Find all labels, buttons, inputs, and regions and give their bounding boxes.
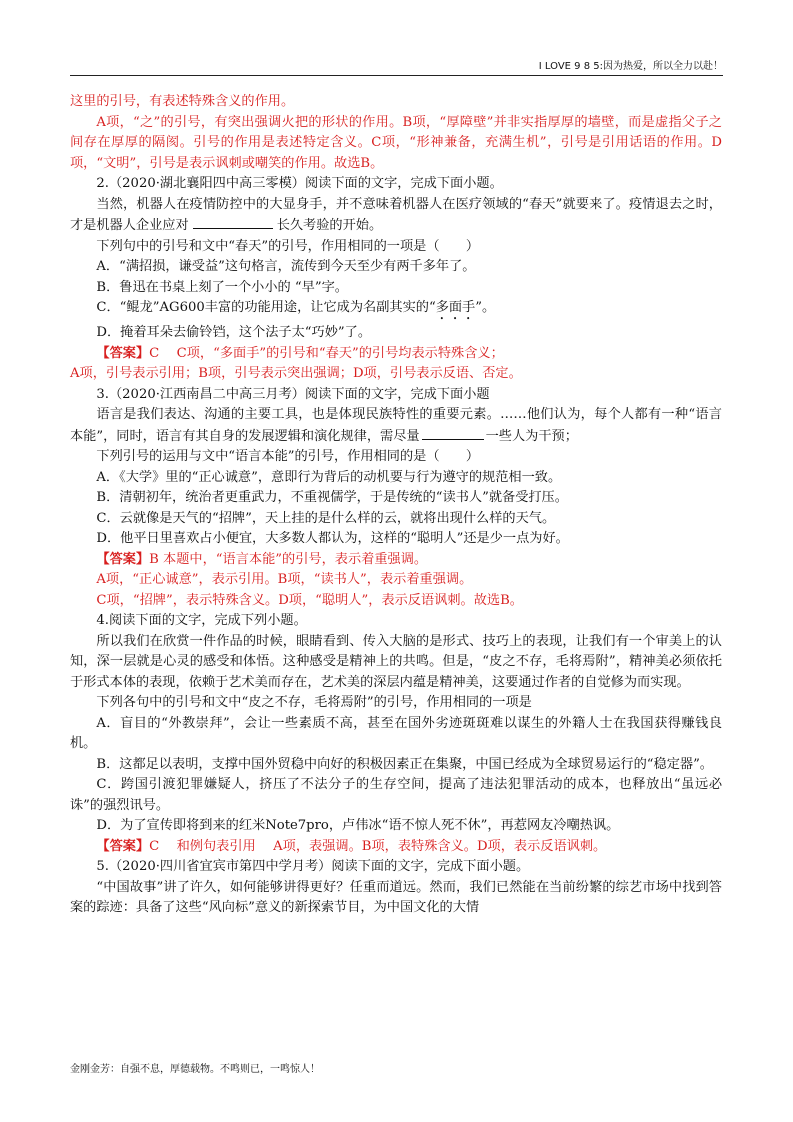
q4-question: 下列各句中的引号和文中“皮之不存，毛将焉附”的引号，作用相同的一项是 (96, 695, 532, 710)
q3-answer-detail-1: A项，“正心诚意”，表示引用。B项，“读书人”，表示着重强调。 (96, 572, 473, 587)
answer-tag: 【答案】 (96, 838, 150, 854)
q5-stem: 5.（2020·四川省宜宾市第四中学月考）阅读下面的文字，完成下面小题。 (96, 859, 530, 874)
q2-emphasized-word: 多面手 (435, 300, 476, 315)
q2-answer: 【答案】C C项，“多面手”的引号和“春天”的引号均表示特殊含义； (96, 345, 504, 361)
q3-fill-blank (422, 426, 484, 440)
q2-fill-blank (193, 215, 273, 229)
q2-stem: 2.（2020·湖北襄阳四中高三零模）阅读下面的文字，完成下面小题。 (96, 176, 503, 191)
q2-question: 下列句中的引号和文中“春天”的引号，作用相同的一项是（ ） (96, 238, 480, 254)
q3-option-a: A．《大学》里的“正心诚意”，意即行为背后的动机要与行为遵守的规范相一致。 (96, 469, 562, 485)
q4-option-b: B．这都足以表明，支撑中国外贸稳中向好的积极因素正在集聚，中国已经成为全球贸易运行的“稳定器”。 (96, 756, 713, 772)
q3-passage: 语言是我们表达、沟通的主要工具，也是体现民族特性的重要元素。……他们认为，每个人都有一种“语言本能”，同时，语言有其自身的发展逻辑和演化规律，需尽量 一些人为干预； (70, 407, 722, 444)
q4-answer: 【答案】C 和例句表引用 A项，表强调。B项，表特殊含义。D项，表示反语讽刺。 (96, 838, 607, 854)
q4-option-d: D．为了宣传即将到来的红米Note7pro，卢伟冰“语不惊人死不休”，再惹网友冷嘲热讽。 (96, 818, 620, 833)
answer-tag: 【答案】 (96, 551, 150, 567)
q2-option-c: C．“鲲龙”AG600丰富的功能用途，让它成为名副其实的“多面手”。 (96, 300, 496, 315)
q4-option-a: A．盲目的“外教崇拜”，会让一些素质不高，甚至在国外劣迹斑斑难以谋生的外籍人士在我国获得赚钱良机。 (70, 715, 722, 751)
page-footer: 金刚金芳：自强不息，厚德载物。不鸣则已，一鸣惊人！ (70, 1064, 320, 1075)
q3-option-b: B．清朝初年，统治者更重武力，不重视儒学，于是传统的“读书人”就备受打压。 (96, 490, 568, 505)
q3-answer-detail-2: C项，“招牌”，表示特殊含义。D项，“聪明人”，表示反语讽刺。故选B。 (96, 592, 523, 608)
q2-option-a: A．“满招损，谦受益”这句格言，流传到今天至少有两千多年了。 (96, 259, 476, 274)
answer-tag: 【答案】 (96, 345, 150, 361)
q4-passage: 所以我们在欣赏一件作品的时候，眼睛看到、传入大脑的是形式、技巧上的表现，让我们有一个审美上的认知，深一层就是心灵的感受和体悟。这种感受是精神上的共鸣。但是，“皮之不存，毛将焉附”，精神美必须依托于形式本体的表现，依赖于艺术美而存在，艺术美的深层内蕴是精神美，这要通过作者的自觉修为而实现。 (70, 633, 722, 690)
q2-passage: 当然，机器人在疫情防控中的大显身手，并不意味着机器人在医疗领域的“春天”就要来了。疫情退去之时，才是机器人企业应对 长久考验的开始。 (70, 196, 722, 233)
q5-passage: “中国故事”讲了许久，如何能够讲得更好？任重而道远。然而，我们已然能在当前纷繁的综艺市场中找到答案的踪迹：具备了这些“风向标”意义的新探索节目，为中国文化的大情 (70, 879, 722, 915)
q2-option-b: B．鲁迅在书桌上刻了一个小小的 “早”字。 (96, 279, 348, 295)
header-divider (70, 75, 723, 76)
q4-stem: 4.阅读下面的文字，完成下列小题。 (96, 613, 307, 628)
q3-answer: 【答案】B 本题中，“语言本能”的引号，表示着重强调。 (96, 551, 428, 567)
page-header: I LOVE 9 8 5:因为热爱，所以全力以赴！ (538, 61, 723, 72)
q4-option-c: C．跨国引渡犯罪嫌疑人，挤压了不法分子的生存空间，提高了违法犯罪活动的成本，也释放出“虽远必诛”的强烈讯号。 (70, 777, 722, 813)
q3-option-c: C．云就像是天气的“招牌”，天上挂的是什么样的云，就将出现什么样的天气。 (96, 510, 556, 526)
q2-answer-detail: A项，引号表示引用；B项，引号表示突出强调；D项，引号表示反语、否定。 (70, 366, 522, 381)
document-body (70, 92, 722, 919)
q3-stem: 3.（2020·江西南昌二中高三月考）阅读下面的文字，完成下面小题 (96, 386, 490, 402)
q3-option-d: D．他平日里喜欢占小便宜，大多数人都认为，这样的“聪明人”还是少一点为好。 (96, 531, 569, 546)
q3-question: 下列引号的运用与文中“语言本能”的引号，作用相同的是（ ） (96, 449, 480, 464)
prev-analysis-tail: 这里的引号，有表述特殊含义的作用。 (70, 94, 295, 109)
q2-option-d: D．掩着耳朵去偷铃铛，这个法子太“巧妙”了。 (96, 325, 372, 340)
prev-analysis-text: A项，“之”的引号，有突出强调火把的形状的作用。B项，“厚障壁”并非实指厚厚的墙壁，而是虚指父子之间存在厚厚的隔阂。引号的作用是表述特定含义。C项，“形神兼备，充满生机”，引号是引用话语的作用。D项，“文明”，引号是表示讽刺或嘲笑的作用。故选B。 (70, 114, 722, 171)
